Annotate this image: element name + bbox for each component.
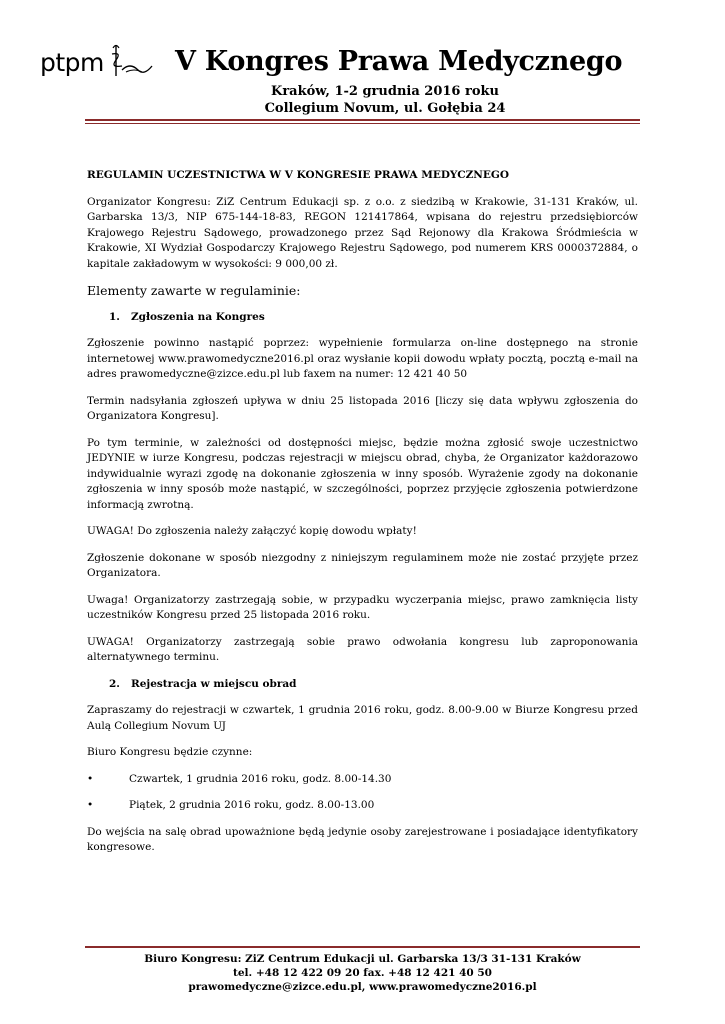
bullet-icon: •	[87, 772, 94, 785]
page-title: V Kongres Prawa Medycznego	[175, 46, 623, 77]
ptpm-logo	[40, 42, 160, 86]
section-number: 2.	[109, 677, 120, 690]
footer-phone: tel. +48 12 422 09 20 fax. +48 12 421 40 50	[233, 967, 492, 979]
paragraph: Po tym terminie, w zależności od dostępności miejsc, będzie można zgłosić swoje uczestnictwo JEDYNIE w iurze Kongresu, podczas rejestracji w miejscu obrad, chyba, że Organizator każdorazowo indywidualnie wyrazi zgodę na dokonanie zgłoszenia w inny sposób. Wyrażenie zgody na dokonanie zgłoszenia w inny sposób może nastąpić, w szczególności, poprzez przyjęcie zgłoszenia potwierdzone informacją zwrotną.	[87, 436, 638, 511]
event-venue: Collegium Novum, ul. Gołębia 24	[264, 101, 506, 116]
footer	[85, 952, 640, 994]
footer-contact: prawomedyczne@zizce.edu.pl, www.prawomedyczne2016.pl	[188, 981, 537, 993]
logo-text: ptpm	[40, 48, 104, 77]
bullet-icon: •	[87, 799, 94, 811]
list-item	[87, 772, 638, 788]
paragraph: Uwaga! Organizatorzy zastrzegają sobie, w przypadku wyczerpania miejsc, prawo zamknięcia listy uczestników Kongresu przed 25 listopada 2016 roku.	[87, 593, 638, 621]
footer-address: Biuro Kongresu: ZiZ Centrum Edukacji ul. Garbarska 13/3 31-131 Kraków	[144, 953, 581, 965]
paragraph: Do wejścia na salę obrad upoważnione będą jedynie osoby zarejestrowane i posiadające identyfikatory kongresowe.	[87, 825, 638, 853]
footer-rule	[85, 946, 640, 948]
list-item	[87, 798, 638, 814]
section-number: 1.	[109, 310, 120, 323]
organizer-paragraph: Organizator Kongresu: ZiZ Centrum Edukacji sp. z o.o. z siedzibą w Krakowie, 31-131 Kraków, ul. Garbarska 13/3, NIP 675-144-18-83, REGON 121417864, wpisana do rejestru przedsiębiorców Krajowego Rejestru Sądowego, prowadzonego przez Sąd Rejonowy dla Krakowa Śródmieścia w Krakowie, XI Wydział Gospodarczy Krajowego Rejestru Sądowego, pod numerem KRS 0000372884, o kapitale zakładowym w wysokości: 9 000,00 zł.	[87, 195, 638, 270]
section-title: Rejestracja w miejscu obrad	[131, 677, 297, 690]
paragraph: Zapraszamy do rejestracji w czwartek, 1 grudnia 2016 roku, godz. 8.00-9.00 w Biurze Kongresu przed Aulą Collegium Novum UJ	[87, 704, 638, 732]
header-rule	[85, 119, 640, 121]
paragraph: Zgłoszenie powinno nastąpić poprzez: wypełnienie formularza on-line dostępnego na stronie internetowej www.prawomedyczne2016.pl oraz wysłanie kopii dowodu wpłaty pocztą, pocztą e-mail na adres prawomedyczne@zizce.edu.pl lub faxem na numer: 12 421 40 50	[87, 337, 638, 380]
paragraph: Zgłoszenie dokonane w sposób niezgodny z niniejszym regulaminem może nie zostać przyjęte przez Organizatora.	[87, 551, 638, 579]
elements-heading: Elementy zawarte w regulaminie:	[87, 283, 301, 298]
paragraph: Biuro Kongresu będzie czynne:	[87, 746, 253, 758]
document-title: REGULAMIN UCZESTNICTWA W V KONGRESIE PRAWA MEDYCZNEGO	[87, 169, 509, 181]
paragraph: Termin nadsyłania zgłoszeń upływa w dniu 25 listopada 2016 [liczy się data wpływu zgłoszenia do Organizatora Kongresu].	[87, 394, 638, 422]
paragraph: UWAGA! Organizatorzy zastrzegają sobie prawo odwołania kongresu lub zaproponowania alternatywnego terminu.	[87, 635, 638, 663]
list-item-text: Czwartek, 1 grudnia 2016 roku, godz. 8.00-14.30	[129, 772, 392, 785]
list-item-text: Piątek, 2 grudnia 2016 roku, godz. 8.00-13.00	[129, 799, 375, 811]
paragraph: UWAGA! Do zgłoszenia należy załączyć kopię dowodu wpłaty!	[87, 525, 417, 537]
document-body	[87, 168, 638, 867]
caduceus-signature-icon	[110, 42, 156, 82]
section-heading-2	[87, 677, 638, 693]
section-heading-1	[87, 310, 638, 326]
event-date: Kraków, 1-2 grudnia 2016 roku	[271, 84, 499, 99]
header-rule-thin	[85, 123, 640, 124]
section-title: Zgłoszenia na Kongres	[131, 310, 265, 323]
